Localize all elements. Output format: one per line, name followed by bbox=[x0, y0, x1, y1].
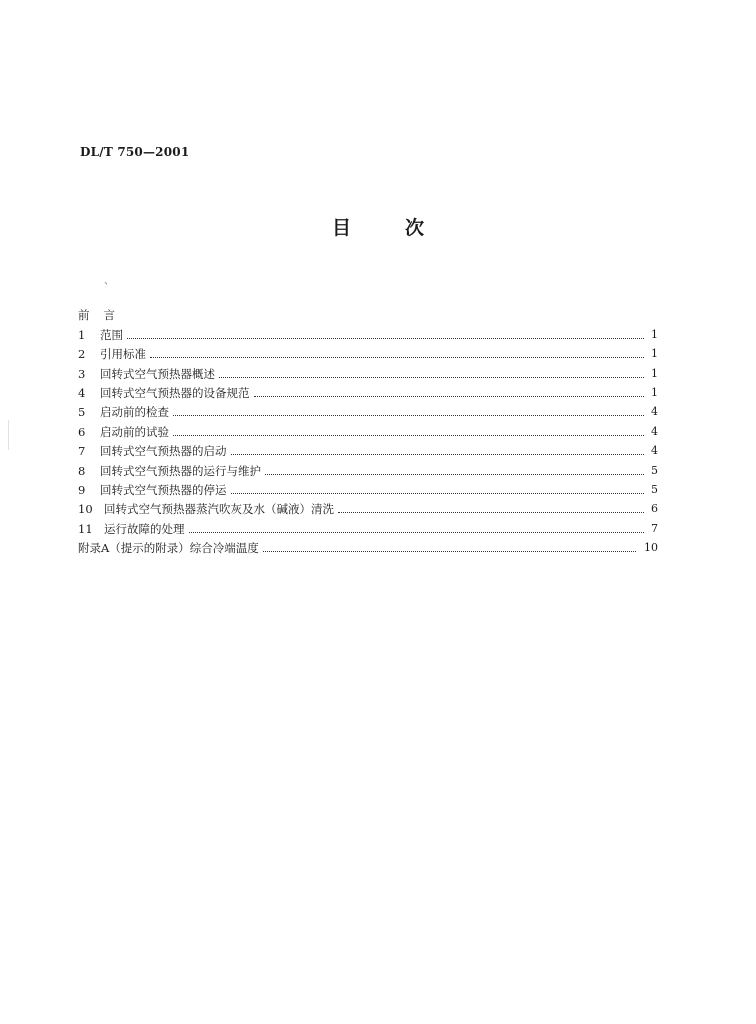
toc-entry-4[interactable] bbox=[78, 381, 658, 400]
document-code: DL/T 750—2001 bbox=[80, 145, 190, 159]
toc-leader-dots bbox=[231, 453, 645, 455]
toc-entry-label: 启动前的试验 bbox=[100, 424, 169, 439]
toc-entry-page: 4 bbox=[651, 405, 658, 419]
toc-entry-number: 6 bbox=[78, 424, 86, 439]
toc-entry-number: 7 bbox=[78, 444, 86, 459]
toc-entry-preface[interactable] bbox=[78, 303, 658, 322]
toc-entry-label: 附录A（提示的附录）综合冷端温度 bbox=[78, 541, 259, 556]
toc-entry-number: 11 bbox=[78, 521, 93, 536]
toc-leader-dots bbox=[173, 414, 644, 416]
toc-leader-dots bbox=[173, 434, 644, 436]
toc-entry-page: 1 bbox=[651, 327, 658, 341]
toc-entry-1[interactable] bbox=[78, 322, 658, 341]
toc-entry-page: 6 bbox=[651, 502, 658, 516]
toc-entry-9[interactable] bbox=[78, 478, 658, 497]
toc-entry-8[interactable] bbox=[78, 458, 658, 477]
toc-entry-3[interactable] bbox=[78, 361, 658, 380]
toc-entry-page: 1 bbox=[651, 347, 658, 361]
toc-entry-label: 回转式空气预热器蒸汽吹灰及水（碱液）清洗 bbox=[104, 502, 334, 517]
toc-entry-page: 10 bbox=[644, 541, 658, 555]
toc-leader-dots bbox=[189, 531, 645, 533]
toc-entry-number: 1 bbox=[78, 327, 86, 342]
toc-entry-number: 8 bbox=[78, 463, 86, 478]
toc-leader-dots bbox=[254, 395, 645, 397]
stray-mark: 、 bbox=[104, 276, 114, 287]
toc-entry-label: 回转式空气预热器的运行与维护 bbox=[100, 463, 261, 478]
toc-entry-number: 4 bbox=[78, 385, 86, 400]
toc-entry-number: 10 bbox=[78, 502, 93, 517]
toc-entry-10[interactable] bbox=[78, 497, 658, 516]
toc-entry-label: 范围 bbox=[100, 327, 123, 342]
toc-entry-number: 3 bbox=[78, 366, 86, 381]
toc-leader-dots bbox=[263, 550, 636, 552]
toc-entry-number: 2 bbox=[78, 347, 86, 362]
toc-entry-7[interactable] bbox=[78, 439, 658, 458]
toc-entry-label: 前言 bbox=[78, 308, 129, 323]
scan-edge-mark bbox=[8, 420, 19, 450]
toc-entry-number: 9 bbox=[78, 482, 86, 497]
toc-entry-2[interactable] bbox=[78, 342, 658, 361]
toc-entry-label: 运行故障的处理 bbox=[104, 521, 185, 536]
table-of-contents bbox=[78, 303, 658, 555]
toc-leader-dots bbox=[127, 337, 644, 339]
toc-entry-page: 5 bbox=[651, 463, 658, 477]
toc-leader-dots bbox=[219, 376, 644, 378]
toc-entry-page: 7 bbox=[651, 521, 658, 535]
toc-entry-11[interactable] bbox=[78, 516, 658, 535]
toc-entry-page: 1 bbox=[651, 385, 658, 399]
toc-entry-label: 回转式空气预热器概述 bbox=[100, 366, 215, 381]
toc-entry-6[interactable] bbox=[78, 419, 658, 438]
toc-entry-page: 5 bbox=[651, 482, 658, 496]
toc-leader-dots bbox=[338, 511, 644, 513]
toc-entry-label: 回转式空气预热器的设备规范 bbox=[100, 385, 250, 400]
toc-entry-label: 启动前的检查 bbox=[100, 405, 169, 420]
toc-leader-dots bbox=[150, 356, 644, 358]
toc-leader-dots bbox=[231, 492, 645, 494]
toc-entry-page: 1 bbox=[651, 366, 658, 380]
toc-leader-dots bbox=[265, 473, 644, 475]
toc-entry-5[interactable] bbox=[78, 400, 658, 419]
toc-entry-number: 5 bbox=[78, 405, 86, 420]
toc-entry-label: 引用标准 bbox=[100, 347, 146, 362]
toc-title: 目次 bbox=[331, 217, 478, 239]
toc-entry-page: 4 bbox=[651, 444, 658, 458]
toc-entry-appendix-a[interactable] bbox=[78, 536, 658, 555]
toc-entry-label: 回转式空气预热器的停运 bbox=[100, 482, 227, 497]
toc-entry-page: 4 bbox=[651, 424, 658, 438]
toc-entry-label: 回转式空气预热器的启动 bbox=[100, 444, 227, 459]
